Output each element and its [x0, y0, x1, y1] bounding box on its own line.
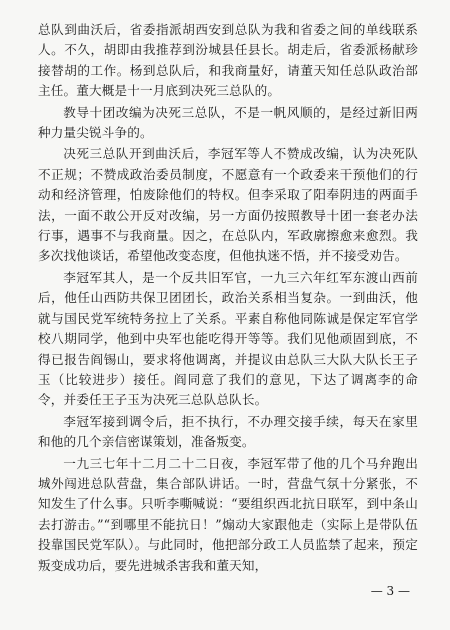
- paragraph-1: 总队到曲沃后，省委指派胡西安到总队为我和省委之间的单线联系人。不久，胡即由我推荐到汾城县任县长。胡走后，省委派杨献珍接替胡的工作。杨到总队后，和我商量好，请董天知任总队政治部主任。董大概是十一月底到决死三总队的。: [38, 22, 418, 99]
- paragraph-2: 教导十团改编为决死三总队，不是一帆风顺的，是经过新旧两种力量尖锐斗争的。: [38, 104, 418, 141]
- paragraph-5: 李冠军接到调令后，拒不执行，不办理交接手续，每天在家里和他的几个亲信密谋策划，准备叛变。: [38, 413, 418, 450]
- page-number: — 3 —: [370, 584, 410, 598]
- paragraph-6: 一九三七年十二月二十二日夜，李冠军带了他的几个马弁跑出城外闯进总队营盘，集合部队讲话。一时，营盘气氛十分紧张，不知发生了什么事。只听李嘶喊说：“要组织西北抗日联军，到中条山去打游击。”“到哪里不能抗日！”煽动大家跟他走（实际上是带队伍投靠国民党军队）。与此同时，他把部分政工人员监禁了起来，预定叛变成功后，要先进城杀害我和董天知，: [38, 455, 418, 573]
- body-text: [38, 20, 418, 576]
- paragraph-4: 李冠军其人，是一个反共旧军官，一九三六年红军东渡山西前后，他任山西防共保卫团团长，政治关系相当复杂。一到曲沃，他就与国民党军统特务拉上了关系。平素自称他同陈诚是保定军官学校八期同学，他到中央军也能吃得开等等。我们见他顽固到底，不得已报告阎锡山，要求将他调离，并提议由总队三大队大队长王子玉（比较进步）接任。阎同意了我们的意见，下达了调离李的命令，并委任王子玉为决死三总队总队长。: [38, 269, 418, 408]
- paragraph-3: 决死三总队开到曲沃后，李冠军等人不赞成改编，认为决死队不正规；不赞成政治委员制度，不愿意有一个政委来干预他们的行动和经济管理，怕废除他们的特权。但李采取了阳奉阴违的两面手法，一面不敢公开反对改编，另一方面仍按照教导十团一套老办法行事，遇事不与我商量。因之，在总队内，军政廓擦愈来愈烈。我多次找他谈话，希望他改变态度，但他执迷不悟，并不接受劝告。: [38, 146, 418, 264]
